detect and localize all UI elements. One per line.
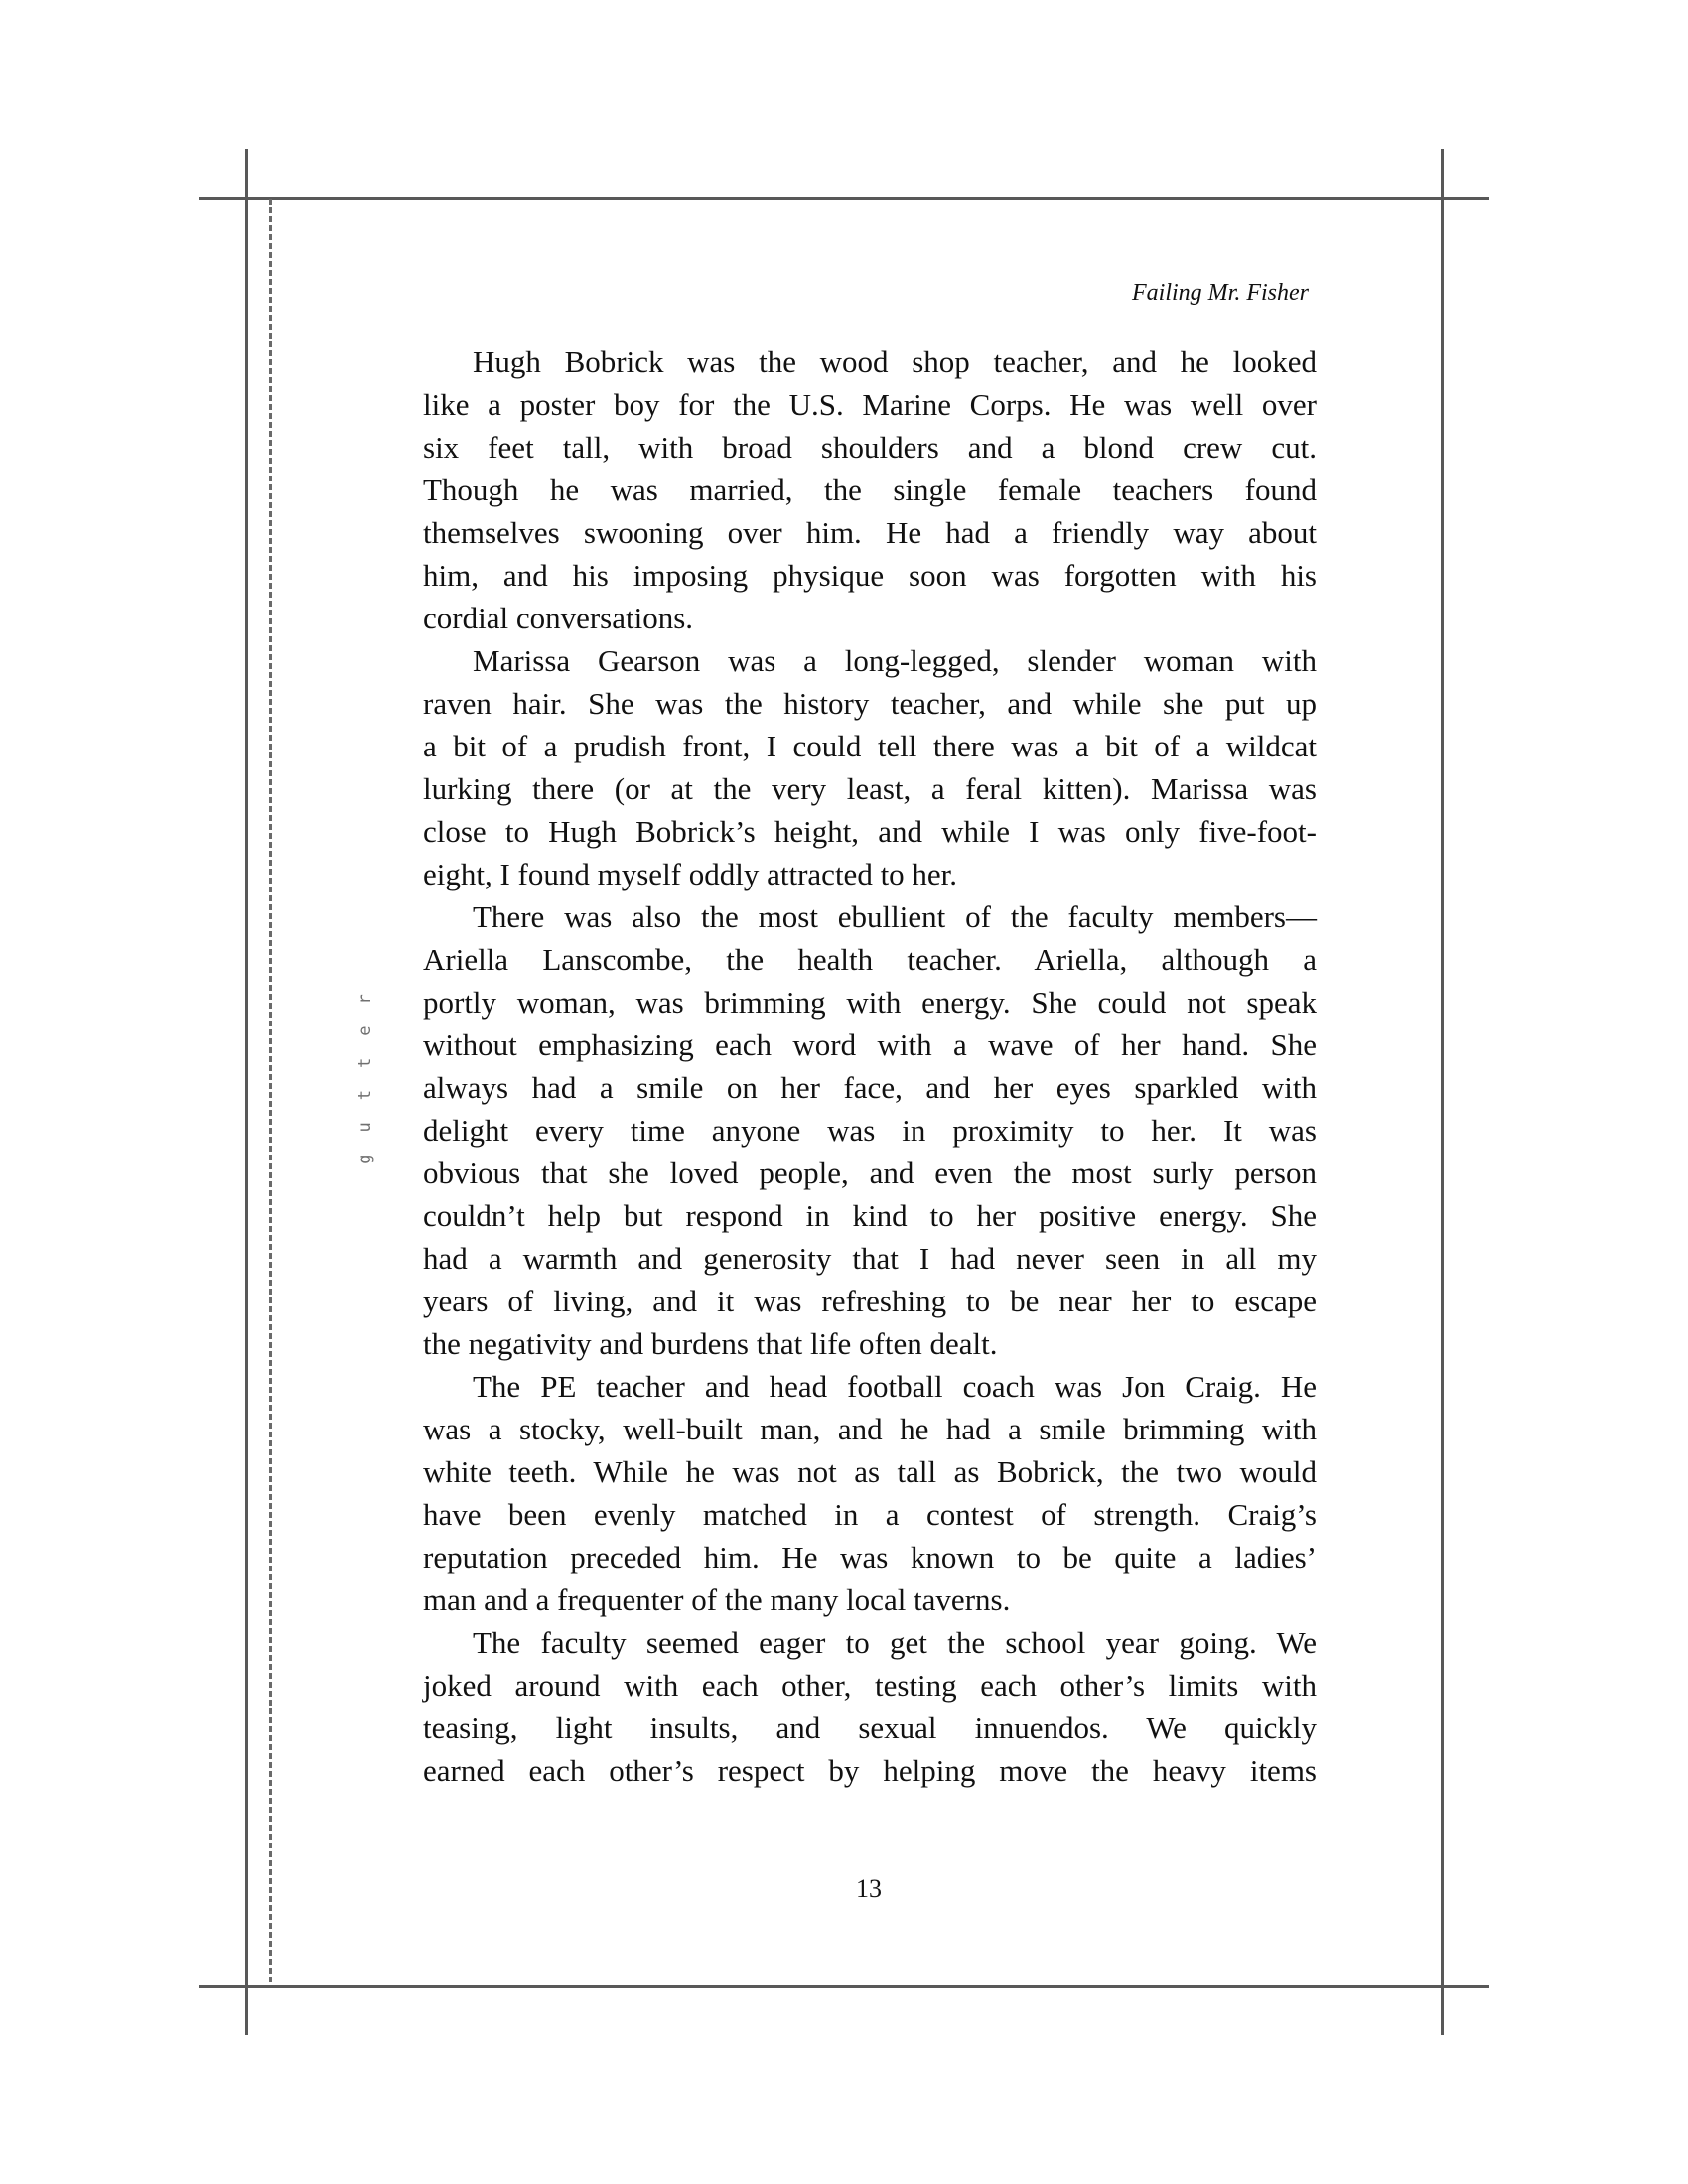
text-line: have been evenly matched in a contest of strength. Craig’s [423,1497,1317,1532]
text-line: joked around with each other, testing each other’s limits with [423,1668,1317,1703]
text-line: delight every time anyone was in proximity to her. It was [423,1113,1317,1148]
text-line: Hugh Bobrick was the wood shop teacher, and he looked [473,344,1317,379]
text-line: reputation preceded him. He was known to be quite a ladies’ [423,1540,1317,1574]
gutter-dashed-line [269,199,272,1982]
paragraph [423,1365,1317,1621]
body-text [423,341,1317,1792]
page-number: 13 [856,1874,882,1903]
paragraph [423,341,1317,639]
text-line: There was also the most ebullient of the faculty members— [473,899,1317,934]
text-line: years of living, and it was refreshing to be near her to escape [423,1284,1317,1318]
paragraph [423,1621,1317,1792]
text-line: lurking there (or at the very least, a feral kitten). Marissa was [423,771,1317,806]
text-line: white teeth. While he was not as tall as Bobrick, the two would [423,1454,1317,1489]
text-line: teasing, light insults, and sexual innuendos. We quickly [423,1710,1317,1745]
text-line: themselves swooning over him. He had a friendly way about [423,515,1317,550]
crop-mark-top-horizontal [199,197,1489,200]
text-line: Marissa Gearson was a long-legged, slender woman with [473,643,1317,678]
text-line: him, and his imposing physique soon was forgotten with his [423,558,1317,593]
text-line: always had a smile on her face, and her eyes sparkled with [423,1070,1317,1105]
text-line: Though he was married, the single female teachers found [423,473,1317,507]
text-line: couldn’t help but respond in kind to her positive energy. She [423,1198,1317,1233]
paragraph [423,895,1317,1365]
text-line: obvious that she loved people, and even the most surly person [423,1156,1317,1190]
text-line: The PE teacher and head football coach was Jon Craig. He [473,1369,1317,1404]
text-line: portly woman, was brimming with energy. She could not speak [423,985,1317,1020]
text-line: man and a frequenter of the many local taverns. [423,1582,1011,1617]
text-line: close to Hugh Bobrick’s height, and while I was only five-foot- [423,814,1317,849]
text-line: cordial conversations. [423,601,694,635]
text-line: like a poster boy for the U.S. Marine Corps. He was well over [423,387,1317,422]
text-line: eight, I found myself oddly attracted to her. [423,857,958,891]
text-line: raven hair. She was the history teacher, and while she put up [423,686,1317,721]
text-line: earned each other’s respect by helping move the heavy items [423,1753,1317,1788]
running-head: Failing Mr. Fisher [1132,280,1309,306]
text-line: without emphasizing each word with a wave of her hand. She [423,1027,1317,1062]
gutter-label: gutter [355,972,375,1164]
paragraph [423,639,1317,895]
text-line: was a stocky, well-built man, and he had a smile brimming with [423,1412,1317,1446]
text-line: The faculty seemed eager to get the school year going. We [473,1625,1317,1660]
crop-mark-left-vertical [245,149,248,2035]
text-line: Ariella Lanscombe, the health teacher. Ariella, although a [423,942,1317,977]
text-line: a bit of a prudish front, I could tell there was a bit of a wildcat [423,729,1317,763]
text-line: had a warmth and generosity that I had never seen in all my [423,1241,1317,1276]
crop-mark-right-vertical [1441,149,1444,2035]
crop-mark-bottom-horizontal [199,1985,1489,1988]
text-line: six feet tall, with broad shoulders and a blond crew cut. [423,430,1317,465]
text-line: the negativity and burdens that life often dealt. [423,1326,998,1361]
